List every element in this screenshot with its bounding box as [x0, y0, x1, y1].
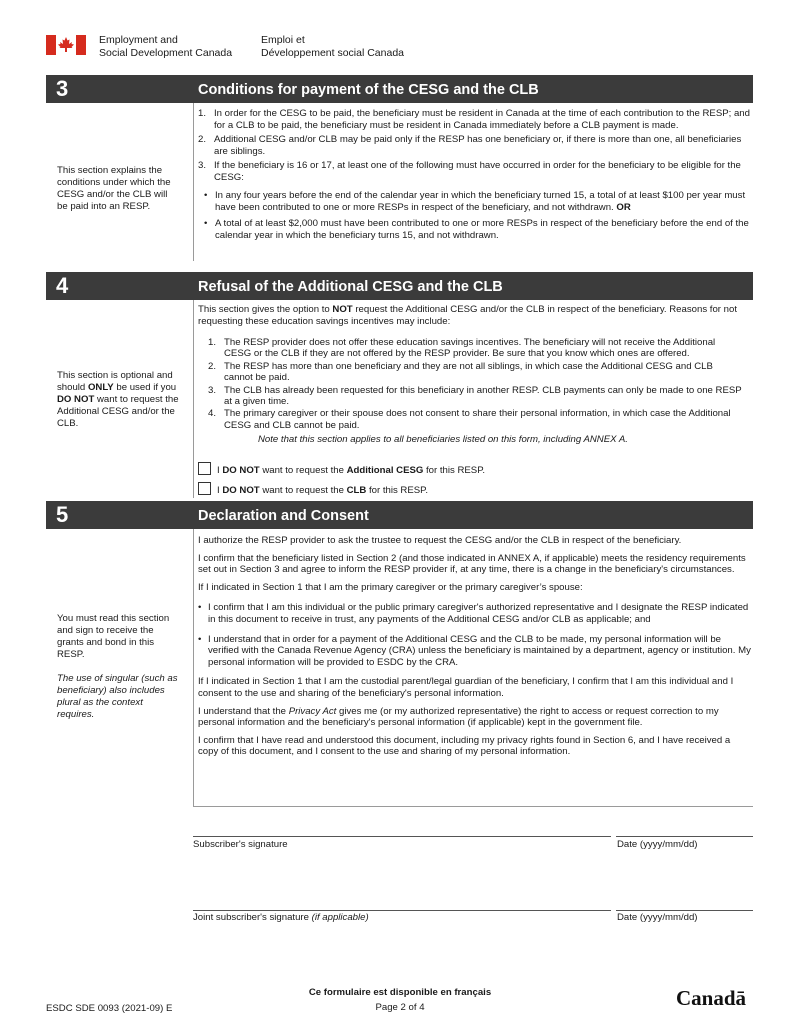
section-number: 4: [56, 273, 69, 298]
paragraph: I understand that the Privacy Act gives me (or my authorized representative) the right to access or request correction to my personal information and the beneficiary's personal information (if applicable) kept in the government file.: [198, 705, 719, 729]
section-3-sidenote: This section explains the conditions under which the CESG and/or the CLB will be paid into an RESP.: [57, 165, 171, 212]
conditions-list: [198, 108, 753, 184]
section-4-header: [46, 272, 753, 300]
list-item: • A total of at least $2,000 must have been contributed to one or more RESPs in respect of the beneficiary before the end of the calendar year in which the beneficiary turns 15, and not withdrawn.: [204, 218, 749, 241]
caregiver-bullets: [198, 602, 753, 668]
section-5-body: [198, 535, 753, 764]
section-5-bottom-rule: [193, 806, 753, 807]
list-item: 2. The RESP has more than one beneficiary and they are not all siblings, in which case the Additional CESG and CLB cannot be paid.: [208, 360, 713, 384]
list-item: 3. If the beneficiary is 16 or 17, at least one of the following must have occurred in order for the beneficiary to be eligible for the CESG:: [198, 160, 741, 183]
joint-subscriber-signature-label: Joint subscriber's signature (if applicable): [193, 912, 369, 923]
section-4-body: [198, 304, 753, 446]
subscriber-signature-label: Subscriber's signature: [193, 839, 288, 850]
list-item: 4. The primary caregiver or their spouse does not consent to share their personal information, in which case the Additional CESG and CLB cannot be paid.: [208, 408, 731, 431]
section-number: 3: [56, 76, 69, 101]
refuse-clb-option[interactable]: I DO NOT want to request the CLB for this RESP.: [198, 482, 428, 496]
list-item: • In any four years before the end of the calendar year in which the beneficiary turned 15, a total of at least $100 per year must have been contributed to one or more RESPs in respect of the beneficiary, and not withdrawn. OR: [204, 190, 746, 213]
canada-wordmark: Canadā: [676, 986, 747, 1010]
section-title: Refusal of the Additional CESG and the CLB: [198, 279, 503, 295]
list-item: • I understand that in order for a payment of the Additional CESG and the CLB to be made, my personal information will be verified with the Canada Revenue Agency (CRA) unless the beneficiary is maintained by a department, agency or institution. My personal information will be provided to ESDC by the CRA.: [198, 633, 751, 668]
paragraph: I authorize the RESP provider to ask the trustee to request the CESG and/or the CLB in respect of the beneficiary.: [198, 535, 682, 546]
department-name-french: Emploi et Développement social Canada: [261, 34, 405, 59]
department-name-english: Employment and Social Development Canada: [99, 34, 233, 59]
list-item: 2. Additional CESG and/or CLB may be paid only if the RESP has one beneficiary or, if there is more than one, all beneficiaries are siblings.: [198, 134, 742, 157]
section-3-divider: [193, 103, 194, 261]
section-title: Declaration and Consent: [198, 508, 369, 524]
list-item: 1. In order for the CESG to be paid, the beneficiary must be resident in Canada at the time of each contribution to the RESP; and for a CLB to be paid, the beneficiary must be resident in Canada immediately before a CLB payment is made.: [198, 108, 750, 131]
list-item: 3. The CLB has already been requested for this beneficiary in another RESP. CLB payments can only be made to one RESP at a given time.: [208, 384, 742, 408]
section-3-header: [46, 75, 753, 103]
french-availability-note: Ce formulaire est disponible en français: [308, 987, 492, 998]
paragraph: I confirm that I have read and understood this document, including my privacy rights found in Section 6, and I have received a copy of this document, and I consent to the use and sharing of my personal information.: [198, 734, 731, 758]
section-4-divider: [193, 300, 194, 498]
subscriber-date-line[interactable]: [616, 836, 753, 837]
joint-subscriber-signature-line[interactable]: [193, 910, 611, 911]
reasons-list: [208, 337, 743, 431]
section-5-divider: [193, 529, 194, 807]
joint-subscriber-date-line[interactable]: [616, 910, 753, 911]
list-item: • I confirm that I am this individual or the public primary caregiver's authorized representative and I designate the RESP indicated in this document to receive in trust, any payments of the Additional CESG and/or CLB as applicable; and: [198, 602, 749, 625]
section-4-sidenote: This section is optional and should ONLY be used if you DO NOT want to request the Additional CESG and/or the CLB.: [57, 370, 179, 429]
refuse-additional-cesg-option[interactable]: I DO NOT want to request the Additional CESG for this RESP.: [198, 462, 485, 476]
eligibility-bullets: [198, 190, 753, 242]
section-5-header: [46, 501, 753, 529]
subscriber-date-label: Date (yyyy/mm/dd): [617, 839, 698, 850]
paragraph: If I indicated in Section 1 that I am the primary caregiver or the primary caregiver’s spouse:: [198, 581, 583, 593]
form-identifier: ESDC SDE 0093 (2021-09) E: [46, 1003, 173, 1014]
list-item: 1. The RESP provider does not offer these education savings incentives. The beneficiary will not receive the Additional CESG or the CLB if they are not offered by the RESP provider. Be sure that you know which ones are offered.: [208, 337, 716, 360]
section-title: Conditions for payment of the CESG and the CLB: [198, 82, 539, 98]
refuse-additional-cesg-checkbox[interactable]: [198, 462, 211, 475]
refuse-clb-checkbox[interactable]: [198, 482, 211, 495]
section-number: 5: [56, 502, 69, 527]
section-3-body: [198, 108, 753, 246]
section-4-intro: This section gives the option to NOT request the Additional CESG and/or the CLB in respect of the beneficiary. Reasons for not requesting these education savings incentives may include:: [198, 304, 737, 327]
page-number: Page 2 of 4: [375, 1002, 425, 1013]
paragraph: If I indicated in Section 1 that I am the custodial parent/legal guardian of the beneficiary, I confirm that I am this individual and I consent to the use and sharing of the beneficiary's personal information.: [198, 676, 734, 699]
section-4-note: Note that this section applies to all beneficiaries listed on this form, including ANNEX A.: [258, 434, 628, 446]
canada-flag-logo: [46, 35, 86, 55]
section-5-sidenote: You must read this section and sign to receive the grants and bond in this RESP. The use of singular (such as beneficiary) also includes plural as the context requires.: [57, 613, 178, 720]
paragraph: I confirm that the beneficiary listed in Section 2 (and those indicated in ANNEX A, if applicable) meets the residency requirements set out in Section 3 and agree to inform the RESP provider if, at any time, there is a change in the beneficiary's circumstances.: [198, 552, 746, 576]
joint-subscriber-date-label: Date (yyyy/mm/dd): [617, 912, 698, 923]
subscriber-signature-line[interactable]: [193, 836, 611, 837]
